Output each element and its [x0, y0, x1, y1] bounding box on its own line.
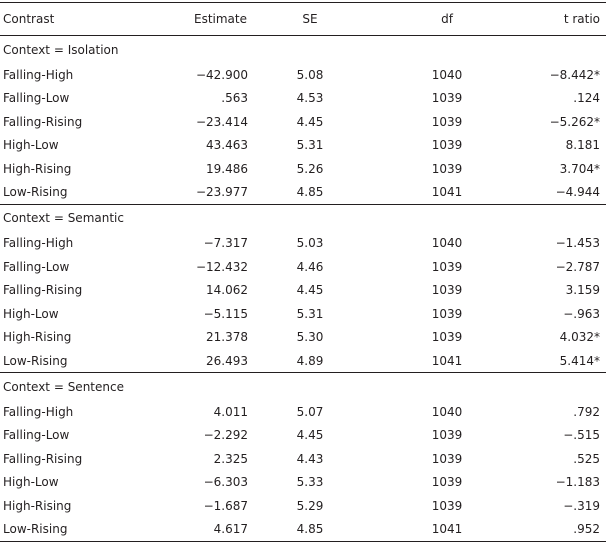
se-cell: 4.85: [250, 518, 365, 542]
estimate-cell: −12.432: [195, 259, 248, 274]
se-cell: 4.45: [296, 283, 324, 298]
contrast-cell: Low-Rising: [0, 518, 143, 542]
df-cell: 1039: [431, 475, 463, 490]
contrast-cell: Falling-Rising: [3, 283, 83, 298]
df-cell: 1040: [431, 236, 463, 251]
group-header-row: [0, 204, 606, 232]
se-cell: 5.31: [296, 138, 324, 153]
se-cell: 5.33: [296, 475, 324, 490]
se-cell: 4.89: [296, 353, 324, 368]
estimate-cell: 4.617: [143, 518, 250, 542]
table-row: [0, 255, 606, 279]
df-cell: 1040: [431, 67, 463, 82]
estimate-cell: 4.011: [213, 404, 248, 419]
contrast-cell: Falling-Low: [3, 428, 70, 443]
t-ratio-cell: 5.414*: [559, 353, 600, 368]
df-cell: 1039: [431, 114, 463, 129]
df-cell: 1039: [431, 138, 463, 153]
t-ratio-cell: −5.262*: [549, 114, 600, 129]
table-row: [0, 494, 606, 518]
estimate-cell: −5.115: [203, 306, 248, 321]
table-row: [0, 400, 606, 424]
t-ratio-cell: −4.944: [555, 185, 600, 199]
estimate-cell: .563: [221, 91, 248, 106]
contrast-cell: Falling-High: [3, 236, 74, 251]
se-cell: 5.07: [296, 404, 324, 419]
t-ratio-cell: −1.453: [555, 236, 600, 251]
contrast-cell: Falling-Rising: [3, 114, 83, 129]
contrast-cell: Falling-High: [3, 67, 74, 82]
table-row: [0, 518, 606, 542]
t-ratio-cell: −1.183: [555, 475, 600, 490]
contrast-cell: Low-Rising: [3, 185, 68, 199]
table-row: [0, 134, 606, 158]
group-header-row: [0, 373, 606, 401]
se-cell: 5.03: [296, 236, 324, 251]
se-cell: 4.46: [296, 259, 324, 274]
se-cell: 5.29: [296, 498, 324, 513]
se-cell: 4.85: [296, 185, 324, 199]
contrast-cell: High-Rising: [3, 161, 72, 176]
header-t-ratio: t ratio: [480, 3, 606, 36]
se-cell: 5.26: [296, 161, 324, 176]
estimate-cell: −6.303: [203, 475, 248, 490]
table-row: [0, 447, 606, 471]
t-ratio-cell: −.963: [563, 306, 600, 321]
se-cell: 4.45: [296, 114, 324, 129]
header-se: SE: [250, 3, 365, 36]
header-contrast: Contrast: [0, 3, 143, 36]
estimate-cell: 19.486: [206, 161, 248, 176]
t-ratio-cell: −.319: [563, 498, 600, 513]
table-row: [0, 157, 606, 181]
df-cell: 1039: [431, 161, 463, 176]
table-row: [0, 424, 606, 448]
contrast-cell: High-Low: [3, 138, 59, 153]
df-cell: 1039: [431, 306, 463, 321]
contrast-cell: Falling-High: [3, 404, 74, 419]
table-body: [0, 36, 606, 542]
estimate-cell: −23.414: [195, 114, 248, 129]
t-ratio-cell: 4.032*: [559, 330, 600, 345]
t-ratio-cell: −2.787: [555, 259, 600, 274]
estimate-cell: 21.378: [206, 330, 248, 345]
df-cell: 1039: [431, 330, 463, 345]
t-ratio-cell: 3.159: [565, 283, 600, 298]
estimate-cell: −2.292: [203, 428, 248, 443]
t-ratio-cell: .124: [573, 91, 600, 106]
contrast-cell: High-Low: [3, 306, 59, 321]
df-cell: 1039: [431, 451, 463, 466]
estimate-cell: 14.062: [206, 283, 248, 298]
estimate-cell: 2.325: [213, 451, 248, 466]
contrast-cell: Falling-Low: [3, 91, 70, 106]
group-label: Context = Sentence: [0, 373, 606, 401]
contrast-table: [0, 2, 606, 542]
estimate-cell: −1.687: [203, 498, 248, 513]
table-row: [0, 349, 606, 373]
group-header-row: [0, 36, 606, 64]
estimate-cell: −23.977: [195, 185, 248, 199]
t-ratio-cell: −8.442*: [549, 67, 600, 82]
se-cell: 4.43: [296, 451, 324, 466]
t-ratio-cell: .525: [573, 451, 600, 466]
t-ratio-cell: 3.704*: [559, 161, 600, 176]
t-ratio-cell: −.515: [563, 428, 600, 443]
table-row: [0, 110, 606, 134]
contrast-cell: Low-Rising: [3, 353, 68, 368]
table-row: [0, 87, 606, 111]
se-cell: 5.30: [296, 330, 324, 345]
table-row: [0, 181, 606, 205]
table-row: [0, 471, 606, 495]
se-cell: 4.45: [296, 428, 324, 443]
t-ratio-cell: .792: [573, 404, 600, 419]
df-cell: 1041: [365, 518, 480, 542]
se-cell: 4.53: [296, 91, 324, 106]
estimate-cell: −7.317: [203, 236, 248, 251]
t-ratio-cell: .952: [480, 518, 606, 542]
table-row: [0, 232, 606, 256]
table-row: [0, 302, 606, 326]
contrast-cell: High-Rising: [3, 330, 72, 345]
header-estimate: Estimate: [143, 3, 250, 36]
df-cell: 1039: [431, 91, 463, 106]
contrast-cell: High-Rising: [3, 498, 72, 513]
df-cell: 1041: [431, 353, 463, 368]
se-cell: 5.08: [296, 67, 324, 82]
se-cell: 5.31: [296, 306, 324, 321]
table-row: [0, 63, 606, 87]
df-cell: 1039: [431, 283, 463, 298]
contrast-cell: High-Low: [3, 475, 59, 490]
group-label: Context = Semantic: [0, 204, 606, 232]
df-cell: 1039: [431, 428, 463, 443]
contrast-cell: Falling-Low: [3, 259, 70, 274]
df-cell: 1039: [431, 259, 463, 274]
estimate-cell: 26.493: [206, 353, 248, 368]
df-cell: 1041: [431, 185, 463, 199]
df-cell: 1039: [431, 498, 463, 513]
contrast-cell: Falling-Rising: [3, 451, 83, 466]
header-row: [0, 3, 606, 36]
header-df: df: [365, 3, 480, 36]
table-row: [0, 279, 606, 303]
t-ratio-cell: 8.181: [565, 138, 600, 153]
table-header: [0, 3, 606, 36]
df-cell: 1040: [431, 404, 463, 419]
group-label: Context = Isolation: [3, 42, 119, 57]
estimate-cell: −42.900: [195, 67, 248, 82]
estimate-cell: 43.463: [206, 138, 248, 153]
table-row: [0, 326, 606, 350]
